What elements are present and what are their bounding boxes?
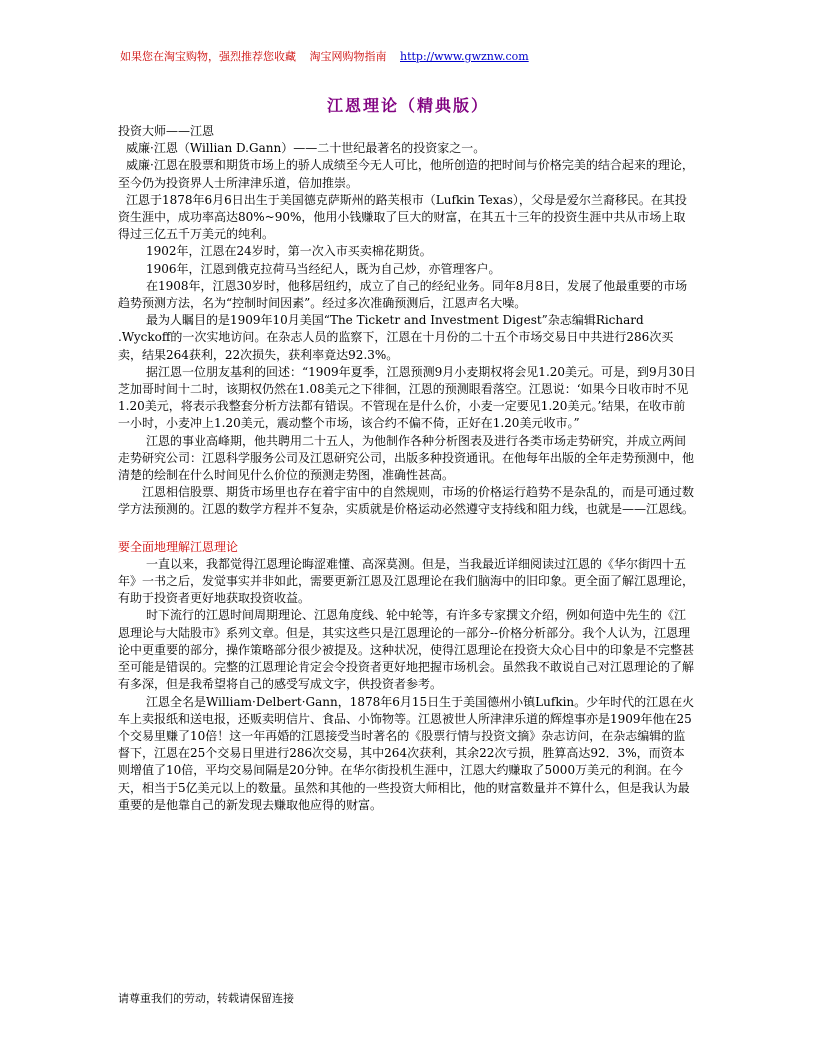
paragraph: 威廉·江恩在股票和期货市场上的骄人成绩至今无人可比，他所创造的把时间与价格完美的结合起来的理论，至今仍为投资界人士所津津乐道，倍加推崇。 — [118, 158, 694, 190]
section-gap — [118, 519, 696, 529]
site-link[interactable]: http://www.gwznw.com — [400, 50, 529, 63]
paragraph: 最为人瞩目的是1909年10月美国“The Ticketr and Investment Digest”杂志编辑Richard .Wyckoff的一次实地访问。在杂志人员的监察下，江恩在十月份的二十五个市场交易日中共进行286次买卖，结果264获利，22次损失，获利率竟达92.3%。 — [118, 313, 674, 362]
paragraph: 江恩全名是William·Delbert·Gann，1878年6月15日生于美国德州小镇Lufkin。少年时代的江恩在火车上卖报纸和送电报，还贩卖明信片、食品、小饰物等。江恩被世人所津津乐道的辉煌事亦是1909年他在25个交易里赚了10倍！这一年再婚的江恩接受当时著名的《股票行情与投资文摘》杂志访问，在杂志编辑的监督下，江恩在25个交易日里进行286次交易，其中264次获利，其余22次亏损，胜算高达92．3%，而资本则增值了10倍，平均交易间隔是20分钟。在华尔街投机生涯中，江恩大约赚取了5000万美元的利润。在今天，相当于5亿美元以上的数量。虽然和其他的一些投资大师相比，他的财富数量并不算什么，但是我认为最重要的是他靠自己的新发现去赚取他应得的财富。 — [118, 694, 695, 812]
section-lead: 投资大师——江恩 — [118, 124, 215, 138]
paragraph: 一直以来，我都觉得江恩理论晦涩难懂、高深莫测。但是，当我最近详细阅读过江恩的《华尔街四十五年》一书之后，发觉事实并非如此，需要更新江恩及江恩理论在我们脑海中的旧印象。更全面了解江恩理论，有助于投资者更好地获取投资收益。 — [118, 556, 695, 606]
paragraph: 在1908年，江恩30岁时，他移居纽约，成立了自己的经纪业务。同年8月8日，发展了他最重要的市场趋势预测方法，名为“控制时间因素”。经过多次准确预测后，江恩声名大噪。 — [118, 278, 688, 311]
paragraph: 江恩相信股票、期货市场里也存在着宇宙中的自然规则，市场的价格运行趋势不是杂乱的，而是可通过数学方法预测的。江恩的数学方程并不复杂，实质就是价格运动必然遵守支持线和阻力线，也就是——江恩线。 — [118, 485, 695, 517]
paragraph: 时下流行的江恩时间周期理论、江恩角度线、轮中轮等，有许多专家撰文介绍，例如何造中先生的《江恩理论与大陆股市》系列文章。但是，其实这些只是江恩理论的一部分--价格分析部分。我个人认为，江恩理论中更重要的部分，操作策略部分很少被提及。这种状况，使得江恩理论在投资大众心目中的印象是不完整甚至可能是错误的。完整的江恩理论肯定会令投资者更好地把握市场机会。虽然我不敢说自己对江恩理论的了解有多深，但是我希望将自己的感受写成文字，供投资者参考。 — [118, 608, 695, 692]
paragraph: 威廉·江恩（Willian D.Gann）——二十世纪最著名的投资家之一。 — [126, 141, 486, 156]
paragraph: 江恩的事业高峰期，他共聘用二十五人，为他制作各种分析图表及进行各类市场走势研究，并成立两间走势研究公司：江恩科学服务公司及江恩研究公司，出版多种投资通讯。在他每年出版的全年走势预测中，他清楚的绘制在什么时间见什么价位的预测走势图，准确性甚高。 — [118, 433, 695, 483]
paragraph: 1906年，江恩到俄克拉荷马当经纪人，既为自己炒，亦管理客户。 — [146, 261, 501, 276]
paragraph: 1902年，江恩在24岁时，第一次入市买卖棉花期货。 — [146, 244, 432, 259]
guide-text: 淘宝网购物指南 — [309, 50, 387, 63]
document-title: 江恩理论（精典版） — [326, 96, 489, 115]
paragraph: 江恩于1878年6月6日出生于美国德克萨斯州的路芙根市（Lufkin Texas），父母是爱尔兰裔移民。在其投资生涯中，成功率高达80%~90%，他用小钱赚取了巨大的财富，在其五十三年的投资生涯中共从市场上取得过三亿五千万美元的纯利。 — [118, 192, 687, 242]
section-heading: 要全面地理解江恩理论 — [118, 539, 239, 554]
paragraph: 据江恩一位朋友基利的回述：“1909年夏季，江恩预测9月小麦期权将会见1.20美元。可是，到9月30日芝加哥时间十二时，该期权仍然在1.08美元之下徘徊，江恩的预测眼看落空。江恩说：‘如果今日收市时不见1.20美元，将表示我整套分析方法都有错误。不管现在是什么价，小麦一定要见1.20美元。’结果，在收市前一小时，小麦冲上1.20美元，震动整个市场，该合约不偏不倚，正好在1.20美元收市。” — [118, 364, 696, 431]
page-header — [120, 50, 720, 64]
promo-text: 如果您在淘宝购物，强烈推荐您收藏 — [120, 50, 296, 63]
document-body — [118, 123, 696, 814]
page-footer: 请尊重我们的劳动，转载请保留连接 — [118, 992, 294, 1005]
